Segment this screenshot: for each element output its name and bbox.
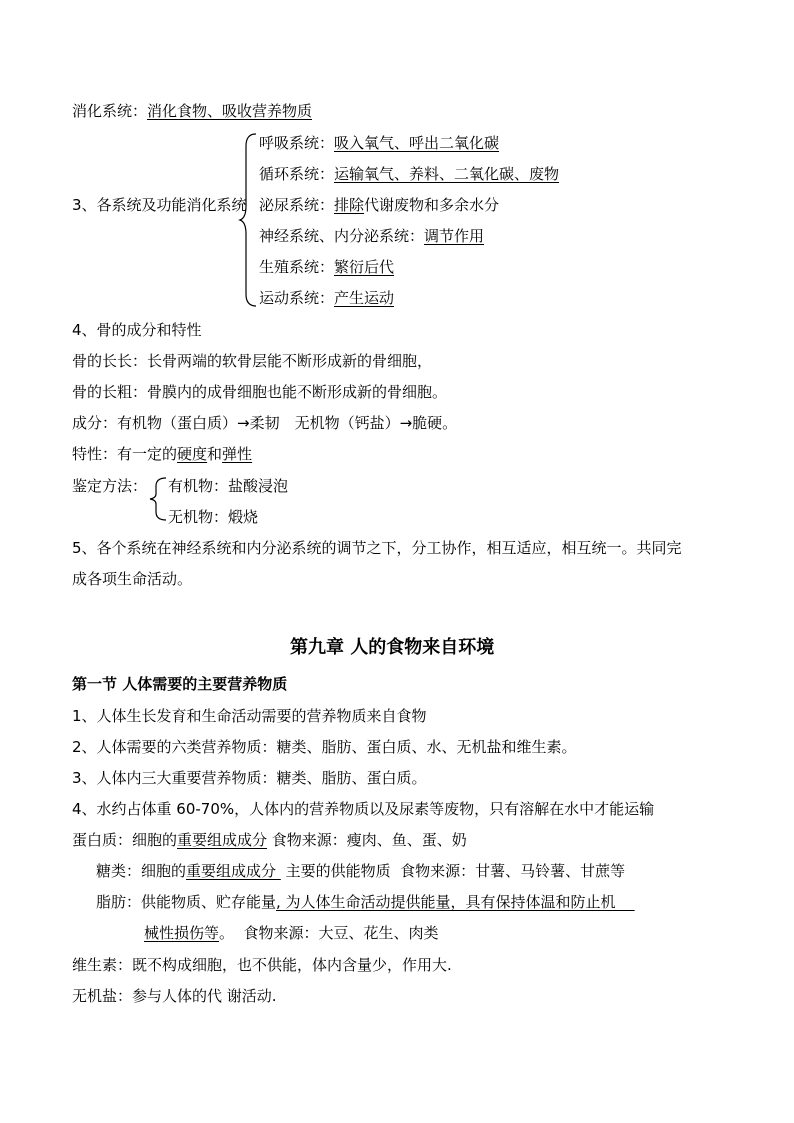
breath-label: 呼吸系统： <box>259 134 335 152</box>
urinary-line <box>259 195 499 215</box>
protein-underlined: 重要组成成分 <box>177 831 268 849</box>
paragraph-2: 2、人体需要的六类营养物质：糖类、脂肪、蛋白质、水、无机盐和维生素。 <box>72 738 577 756</box>
fat-line2-underlined: 械性损伤等 <box>144 924 220 942</box>
ident-label: 鉴定方法： <box>72 477 148 495</box>
sugar-underlined: 重要组成成分 <box>186 862 281 880</box>
fat-underlined: , 为人体生命活动提供能量，具有保持体温和防止机 <box>276 893 635 911</box>
repro-value: 繁衍后代 <box>334 258 395 276</box>
motion-label: 运动系统： <box>259 289 335 307</box>
item3-prefix: 3、各系统及功能消化系统 <box>72 196 247 214</box>
circ-value: 运输氧气、养料、二氧化碳、废物 <box>334 165 560 183</box>
nerve-value: 调节作用 <box>424 227 485 245</box>
urinary-value-rest: 代谢废物和多余水分 <box>364 196 500 214</box>
property-label: 特性：有一定的 <box>72 445 178 463</box>
vitamin-line: 维生素：既不构成细胞，也不供能，体内含量少，作用大. <box>72 956 452 974</box>
breath-line <box>259 133 499 153</box>
ident-brace <box>146 474 168 524</box>
property-line <box>72 444 252 464</box>
repro-label: 生殖系统： <box>259 258 335 276</box>
bone-long: 骨的长长：长骨两端的软骨层能不断形成新的骨细胞， <box>72 352 433 370</box>
fat-label: 脂肪：供能物质、贮存能量 <box>96 893 277 911</box>
systems-brace <box>238 132 260 308</box>
breath-value: 吸入氧气、呼出二氧化碳 <box>334 134 500 152</box>
fat-line1 <box>96 892 635 912</box>
item5-line1: 5、各个系统在神经系统和内分泌系统的调节之下，分工协作，相互适应，相互统一。共同完 <box>72 539 682 557</box>
section-title: 第一节 人体需要的主要营养物质 <box>72 675 288 693</box>
nerve-label: 神经系统、内分泌系统： <box>259 227 425 245</box>
urinary-label: 泌尿系统： <box>259 196 335 214</box>
circ-line <box>259 164 559 184</box>
item3-line <box>72 195 247 215</box>
nerve-line <box>259 226 484 246</box>
ident-organic: 有机物：盐酸浸泡 <box>168 477 289 495</box>
paragraph-3: 3、人体内三大重要营养物质：糖类、脂肪、蛋白质。 <box>72 769 427 787</box>
urinary-value-underlined: 排除 <box>334 196 365 214</box>
sugar-rest: 主要的供能物质 食物来源：甘薯、马铃薯、甘蔗等 <box>280 862 626 880</box>
motion-value: 产生运动 <box>334 289 395 307</box>
sugar-label: 糖类：细胞的 <box>96 862 187 880</box>
item4: 4、骨的成分和特性 <box>72 321 202 339</box>
mineral-line: 无机盐：参与人体的代 谢活动. <box>72 987 277 1005</box>
circ-label: 循环系统： <box>259 165 335 183</box>
protein-line <box>72 830 467 850</box>
sugar-line <box>96 861 625 881</box>
digest-value: 消化食物、吸收营养物质 <box>147 102 313 120</box>
protein-rest: 食物来源：瘦肉、鱼、蛋、奶 <box>267 831 467 849</box>
digest-line <box>72 101 312 121</box>
property-elasticity: 弹性 <box>222 445 253 463</box>
motion-line <box>259 288 394 308</box>
item5-line2: 成各项生命活动。 <box>72 570 193 588</box>
property-hardness: 硬度 <box>177 445 208 463</box>
protein-label: 蛋白质：细胞的 <box>72 831 178 849</box>
repro-line <box>259 257 394 277</box>
property-and: 和 <box>207 445 223 463</box>
fat-line2-rest: 。 食物来源：大豆、花生、肉类 <box>219 924 439 942</box>
composition: 成分：有机物（蛋白质）→柔韧 无机物（钙盐）→脆硬。 <box>72 414 458 432</box>
chapter-title: 第九章 人的食物来自环境 <box>290 637 495 658</box>
paragraph-4: 4、水约占体重 60-70%，人体内的营养物质以及尿素等废物，只有溶解在水中才能运输 <box>72 800 655 818</box>
ident-inorganic: 无机物：煅烧 <box>168 508 259 526</box>
fat-line2 <box>144 923 439 943</box>
digest-label: 消化系统： <box>72 102 148 120</box>
paragraph-1: 1、人体生长发育和生命活动需要的营养物质来自食物 <box>72 707 427 725</box>
bone-thick: 骨的长粗：骨膜内的成骨细胞也能不断形成新的骨细胞。 <box>72 383 448 401</box>
